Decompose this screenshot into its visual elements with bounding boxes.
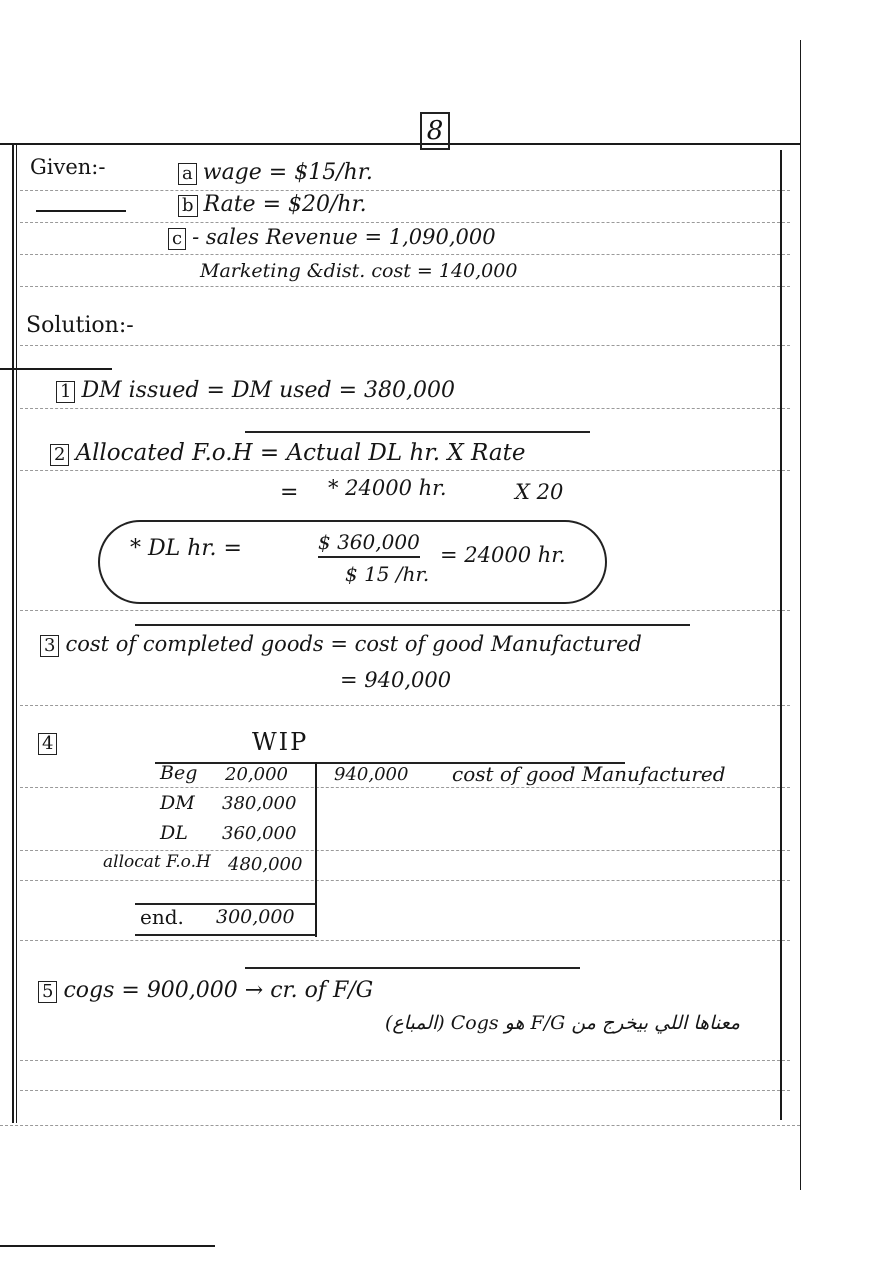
notebook-rule [20,345,790,346]
t-account-end-underline [135,934,317,936]
top-rule [0,143,800,145]
notebook-rule [20,222,790,223]
q5-line2: معناها اللي بيخرج من F/G هو Cogs (المباع) [384,1012,740,1034]
wip-left-value-0: 20,000 [225,764,288,785]
t-account-divider [315,762,317,937]
notebook-rule [20,1060,790,1061]
notebook-rule [20,610,790,611]
notebook-rule [20,286,790,287]
item-box-c: c [168,228,186,250]
given-d: Marketing &dist. cost = 140,000 [200,260,518,282]
given-b-text: Rate = $20/hr. [203,192,367,217]
solution-label: Solution:- [26,313,134,338]
notebook-rule [0,1125,800,1126]
notebook-rule [20,850,790,851]
notebook-rule [20,1090,790,1091]
note-result: = 24000 hr. [440,543,566,567]
left-margin-line-2 [16,143,17,1123]
notebook-rule [20,190,790,191]
note-star: * DL hr. = [130,536,242,561]
wip-end-label: end. [140,905,184,929]
q2-line2-star: * 24000 hr. [328,476,447,500]
q1-separator [245,431,590,433]
notebook-rule [20,787,790,788]
q2-separator [135,624,690,626]
notebook-rule [20,254,790,255]
item-box-a: a [178,163,197,185]
q2-line1-text: Allocated F.o.H = Actual DL hr. X Rate [75,440,526,466]
wip-right-value: 940,000 [334,764,409,785]
right-margin-line [780,150,782,1120]
notebook-rule [20,470,790,471]
given-c-text: - sales Revenue = 1,090,000 [192,225,496,249]
notebook-rule [20,408,790,409]
q2-line1 [50,440,525,466]
item-box-5: 5 [38,981,57,1003]
q5-line1 [38,978,373,1003]
wip-left-label-3: allocat F.o.H [103,852,211,872]
note-denominator: $ 15 /hr. [345,562,430,586]
wip-left-value-3: 480,000 [228,854,303,875]
item-box-b: b [178,195,198,217]
wip-end-value: 300,000 [216,906,295,928]
notebook-rule [20,940,790,941]
q4-box [38,730,63,755]
wip-left-label-2: DL [160,822,188,844]
q3-line1 [40,632,642,657]
note-numerator: $ 360,000 [318,530,420,558]
item-box-1: 1 [56,381,75,403]
q3-line2: = 940,000 [340,668,452,692]
notebook-rule [20,705,790,706]
wip-left-label-0: Beg [160,762,198,784]
page-number: 8 [420,112,450,150]
item-box-3: 3 [40,635,59,657]
q4-separator [245,967,580,969]
q5-line1-text: cogs = 900,000 → cr. of F/G [63,978,374,1003]
item-box-4: 4 [38,733,57,755]
given-underline [36,210,126,212]
solution-rule [0,368,112,370]
wip-left-value-2: 360,000 [222,823,297,844]
q2-line2-x: X 20 [515,480,564,504]
wip-left-value-1: 380,000 [222,793,297,814]
given-a [178,160,373,185]
wip-right-label: cost of good Manufactured [452,762,726,786]
item-box-2: 2 [50,444,69,466]
given-a-text: wage = $15/hr. [202,160,373,185]
given-label: Given:- [30,155,106,179]
notebook-rule [20,880,790,881]
given-b [178,192,367,217]
right-edge-line [800,40,801,1190]
q1-text: DM issued = DM used = 380,000 [81,378,456,403]
wip-left-label-1: DM [160,792,195,814]
given-c [168,225,496,250]
q2-line2-eq: = [280,480,299,505]
q1-line [56,378,455,403]
wip-title: WIP [252,728,309,756]
q3-line1-text: cost of completed goods = cost of good Manufactured [65,632,642,656]
left-margin-line [12,143,14,1123]
bottom-rule [0,1245,215,1247]
